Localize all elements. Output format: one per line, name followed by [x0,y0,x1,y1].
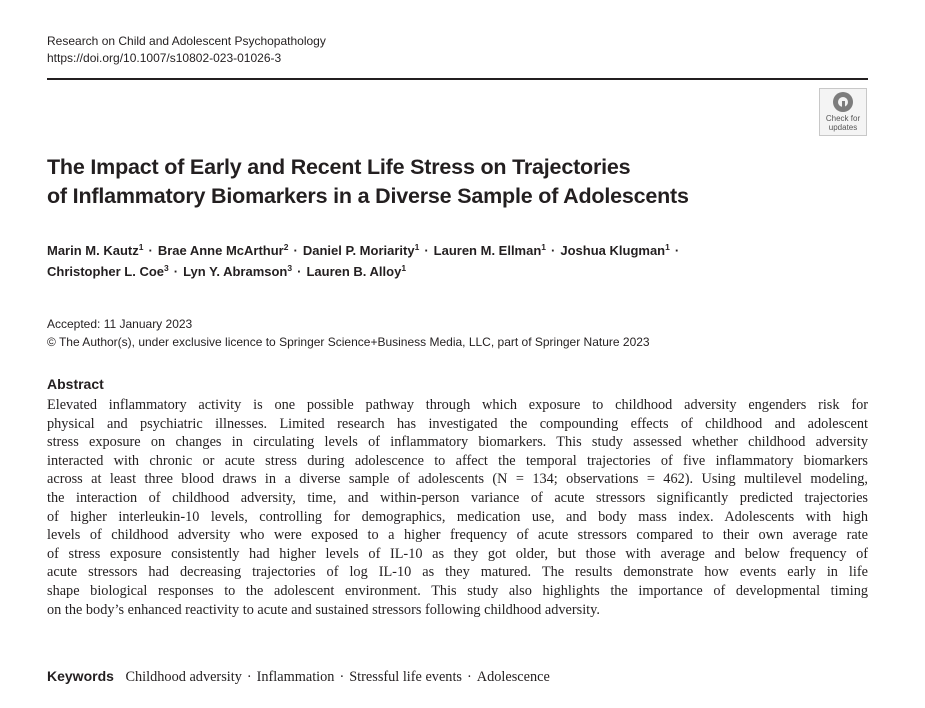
abstract-line: acute stressors had decreasing trajectories of log IL-10 as they matured. The results demonstrate how events early in life [47,564,868,581]
author-name[interactable]: Brae Anne McArthur [157,243,284,258]
keyword[interactable]: Inflammation [256,669,335,685]
abstract-heading: Abstract [47,376,104,392]
copyright-notice: © The Author(s), under exclusive licence to Springer Science+Business Media, LLC, part of Springer Nature 2023 [47,335,650,349]
affiliation-marker: 1 [541,242,547,252]
affiliation-marker: 1 [138,242,144,252]
author-separator: · [293,243,298,258]
abstract-line: levels of childhood adversity who were exposed to a higher frequency of acute stressors compared to their own average rate [47,527,868,544]
author-separator: · [551,243,556,258]
keyword[interactable]: Adolescence [476,669,550,685]
journal-name: Research on Child and Adolescent Psychopathology [47,34,326,48]
author-separator: · [424,243,429,258]
abstract-line: physical and psychiatric illnesses. Limited research has investigated the compounding effects of childhood and adolescent [47,415,868,432]
accepted-date: Accepted: 11 January 2023 [47,317,193,331]
author-name[interactable]: Joshua Klugman [560,243,666,258]
author-list [47,240,847,282]
author-name[interactable]: Daniel P. Moriarity [302,243,415,258]
abstract-line: of stress exposure consistently had higher levels of IL-10 as they got older, but those with average and below frequency of [47,545,868,562]
abstract-line: on the body’s enhanced reactivity to acute and sustained stressors following childhood adversity. [47,601,600,618]
abstract-line: of higher interleukin-10 levels, controlling for demographics, medication use, and body mass index. Adolescents with high [47,508,868,525]
abstract-line: Elevated inflammatory activity is one possible pathway through which exposure to childhood adversity engenders risk for [47,397,868,413]
author-separator: · [297,264,302,279]
affiliation-marker: 1 [401,263,407,273]
author-name[interactable]: Lyn Y. Abramson [183,264,288,279]
keyword-separator: · [339,669,345,685]
keywords-label: Keywords [47,668,114,684]
author-separator: · [173,264,179,279]
author-separator: · [148,243,153,258]
author-separator: · [674,243,680,258]
article-title [47,153,807,211]
badge-line-1: Check for [825,114,861,123]
badge-line-2: updates [828,123,858,132]
publication-dates [47,315,650,351]
title-line-2: of Inflammatory Biomarkers in a Diverse Sample of Adolescents [47,184,689,208]
doi-link[interactable]: https://doi.org/10.1007/s10802-023-01026-3 [47,51,282,65]
abstract-line: the interaction of childhood adversity, time, and within-person variance of acute stressors significantly predicted trajectories [47,489,868,506]
affiliation-marker: 3 [287,263,293,273]
keywords-section [47,666,550,687]
keyword[interactable]: Stressful life events [349,669,462,685]
affiliation-marker: 1 [665,242,670,252]
check-for-updates-badge[interactable] [819,88,867,136]
author-line-2 [47,261,847,282]
abstract-line: shape biological responses to the adolescent environment. This study also highlights the importance of developmental timing [47,582,868,599]
abstract-line: stress exposure on changes in circulating levels of inflammatory biomarkers. This study assessed whether childhood adversity [47,434,868,451]
abstract-line: interacted with chronic or acute stress during adolescence to affect the temporal trajectories of five inflammatory biomarkers [47,452,868,469]
journal-header [47,33,326,67]
abstract-body [47,396,868,619]
keyword-separator: · [246,669,252,685]
abstract-line: across at least three blood draws in a diverse sample of adolescents (N = 134; observations = 462). Using multilevel modeling, [47,471,868,488]
author-name[interactable]: Christopher L. Coe [47,264,165,279]
author-line-1 [47,240,847,261]
author-name[interactable]: Lauren M. Ellman [433,243,542,258]
affiliation-marker: 1 [414,242,420,252]
header-rule [47,78,868,80]
keyword-separator: · [466,669,472,685]
title-line-1: The Impact of Early and Recent Life Stress on Trajectories [47,155,631,179]
check-for-updates-icon [833,92,853,112]
keyword[interactable]: Childhood adversity [125,669,242,685]
author-name[interactable]: Marin M. Kautz [47,243,139,258]
author-name[interactable]: Lauren B. Alloy [306,264,402,279]
affiliation-marker: 2 [283,242,289,252]
affiliation-marker: 3 [164,263,169,273]
keyword-list [126,669,550,685]
